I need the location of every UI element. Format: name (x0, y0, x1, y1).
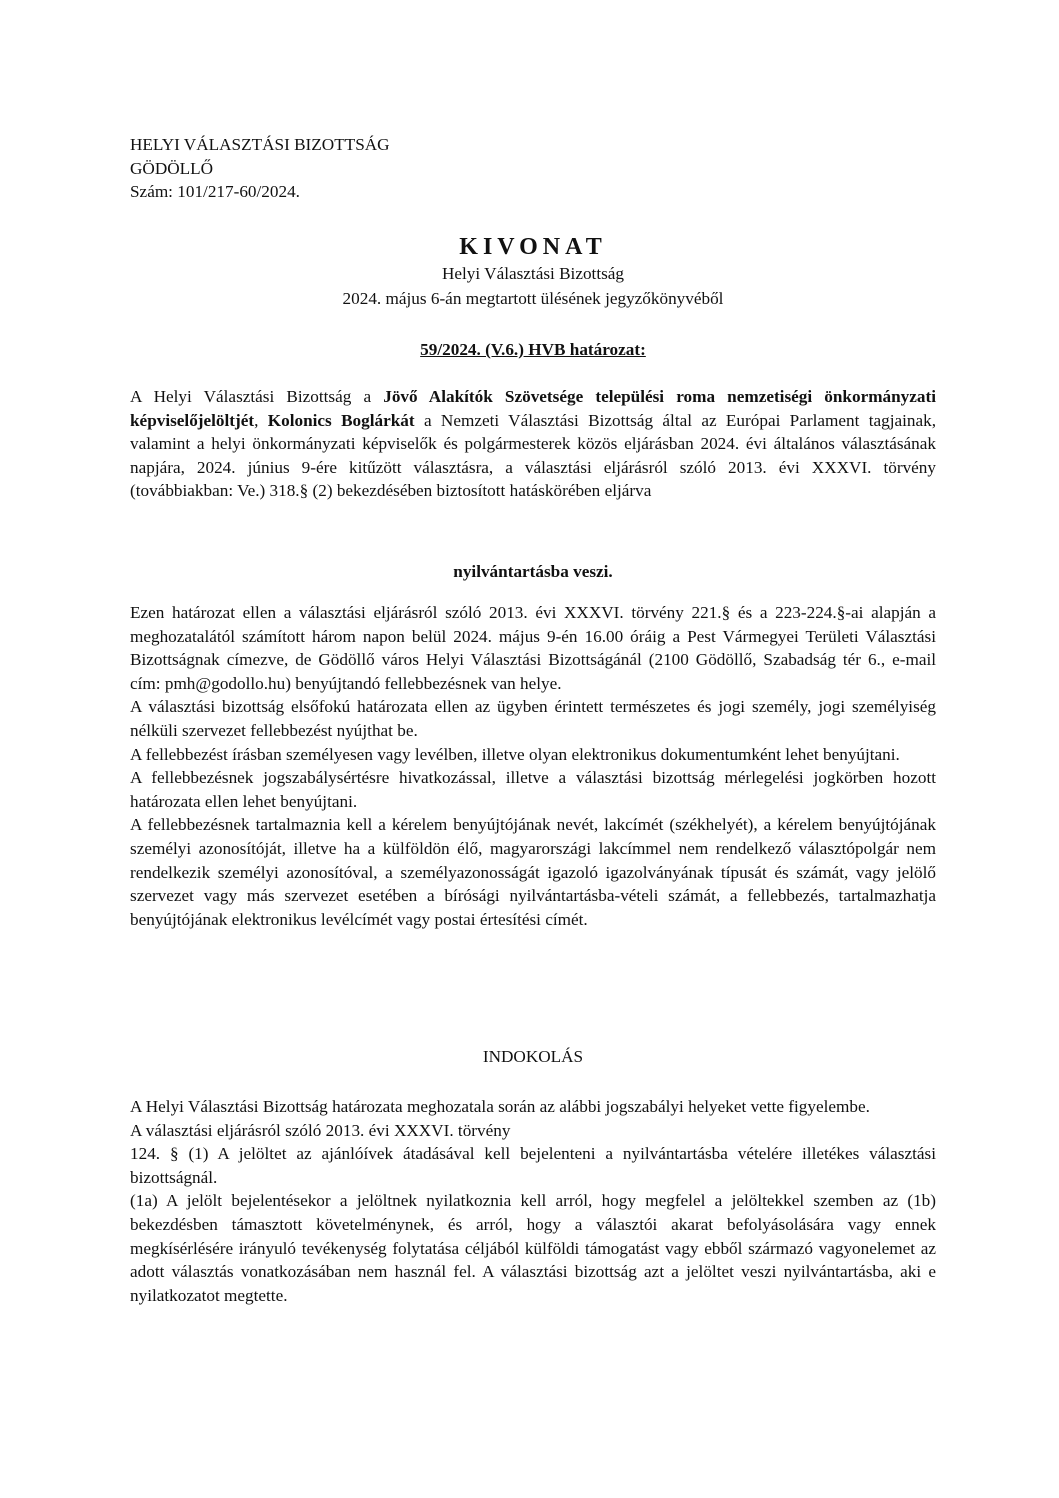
intro-paragraph (130, 385, 936, 503)
appeal-paragraph: Ezen határozat ellen a választási eljárásról szóló 2013. évi XXXVI. törvény 221.§ és a 223-224.§-ai alapján a meghozatalától számított három napon belül 2024. május 9-én 16.00 óráig a Pest Vármegyei Területi Választási Bizottságnak címezve, de Gödöllő város Helyi Választási Bizottságánál (2100 Gödöllő, Szabadság tér 6., e-mail cím: pmh@godollo.hu) benyújtandó fellebbezésnek van helye. (130, 603, 936, 693)
verdict: nyilvántartásba veszi. (453, 562, 613, 581)
organization-name: Jövő Alakítók Szövetsége települési roma nemzetiségi önkormányzati képviselőjelöltjét (130, 387, 936, 430)
header-block (130, 133, 630, 204)
appeal-paragraph: A fellebbezésnek tartalmaznia kell a kérelem benyújtójának nevét, lakcímét (székhelyét), a kérelem benyújtójának személyi azonosítóját, illetve ha a külföldön élő, magyarországi lakcímmel nem rendelkező választópolgár nem rendelkezik személyi azonosítóval, a személyazonosságát igazoló igazolványának típusát és számát, vagy jelölő szervezet vagy más szervezet esetében a bírósági nyilvántartásba-vételi számát, a fellebbezés, tartalmazhatja benyújtójának elektronikus levélcímét vagy postai értesítési címét. (130, 815, 936, 929)
document-subtitle-date: 2024. május 6-án megtartott ülésének jegyzőkönyvéből (342, 289, 724, 308)
document-title: KIVONAT (459, 234, 607, 260)
appeal-paragraph: A fellebbezésnek jogszabálysértésre hivatkozással, illetve a választási bizottság mérlegelési jogkörben hozott határozata ellen lehet benyújtani. (130, 768, 936, 811)
decision-number: 59/2024. (V.6.) HVB határozat: (420, 340, 646, 359)
city-name: GÖDÖLLŐ (130, 158, 214, 178)
document-subtitle: Helyi Választási Bizottság (441, 264, 625, 283)
intro-text-2: , (254, 410, 268, 430)
intro-text-3: a Nemzeti Választási Bizottság által az Európai Parlament tagjainak, valamint a helyi önkormányzati képviselők és polgármesterek közös eljárásban 2024. évi általános választásának napjára, 2024. június 9-ére kitűzött választásra, a választási eljárásról szóló 2013. évi XXXVI. törvény (továbbiakban: Ve.) 318.§ (2) bekezdésében biztosított hatáskörében eljárva (130, 410, 936, 501)
reasoning-section (130, 1095, 936, 1307)
reference-number: Szám: 101/217-60/2024. (130, 182, 300, 202)
appeal-section (130, 601, 936, 931)
intro-text-1: A Helyi Választási Bizottság a (130, 387, 384, 406)
reasoning-paragraph: A választási eljárásról szóló 2013. évi XXXVI. törvény (130, 1120, 511, 1140)
appeal-paragraph: A választási bizottság elsőfokú határozata ellen az ügyben érintett természetes és jogi személy, jogi személyiség nélküli szervezet fellebbezést nyújthat be. (130, 697, 936, 740)
candidate-name: Kolonics Boglárkát (267, 410, 415, 430)
reasoning-paragraph: 124. § (1) A jelöltet az ajánlóívek átadásával kell bejelenteni a nyilvántartásba vételére illetékes választási bizottságnál. (130, 1144, 936, 1187)
appeal-paragraph: A fellebbezést írásban személyesen vagy levélben, illetve olyan elektronikus dokumentumként lehet benyújtani. (130, 744, 900, 764)
reasoning-title: INDOKOLÁS (482, 1047, 584, 1066)
reasoning-paragraph: (1a) A jelölt bejelentésekor a jelöltnek nyilatkoznia kell arról, hogy megfelel a jelöltekkel szemben az (1b) bekezdésben támasztott követelménynek, és arról, hogy a választói akarat befolyásolására vagy ennek megkísérlésére irányuló tevékenység folytatása céljából külföldi támogatást vagy ebből származó vagyonelemet az adott választás vonatkozásában nem használ fel. A választási bizottság azt a jelöltet veszi nyilvántartásba, aki e nyilatkozatot megtette. (130, 1191, 936, 1305)
reasoning-paragraph: A Helyi Választási Bizottság határozata meghozatala során az alábbi jogszabályi helyeket vette figyelembe. (130, 1097, 870, 1116)
committee-name: HELYI VÁLASZTÁSI BIZOTTSÁG (130, 135, 390, 154)
